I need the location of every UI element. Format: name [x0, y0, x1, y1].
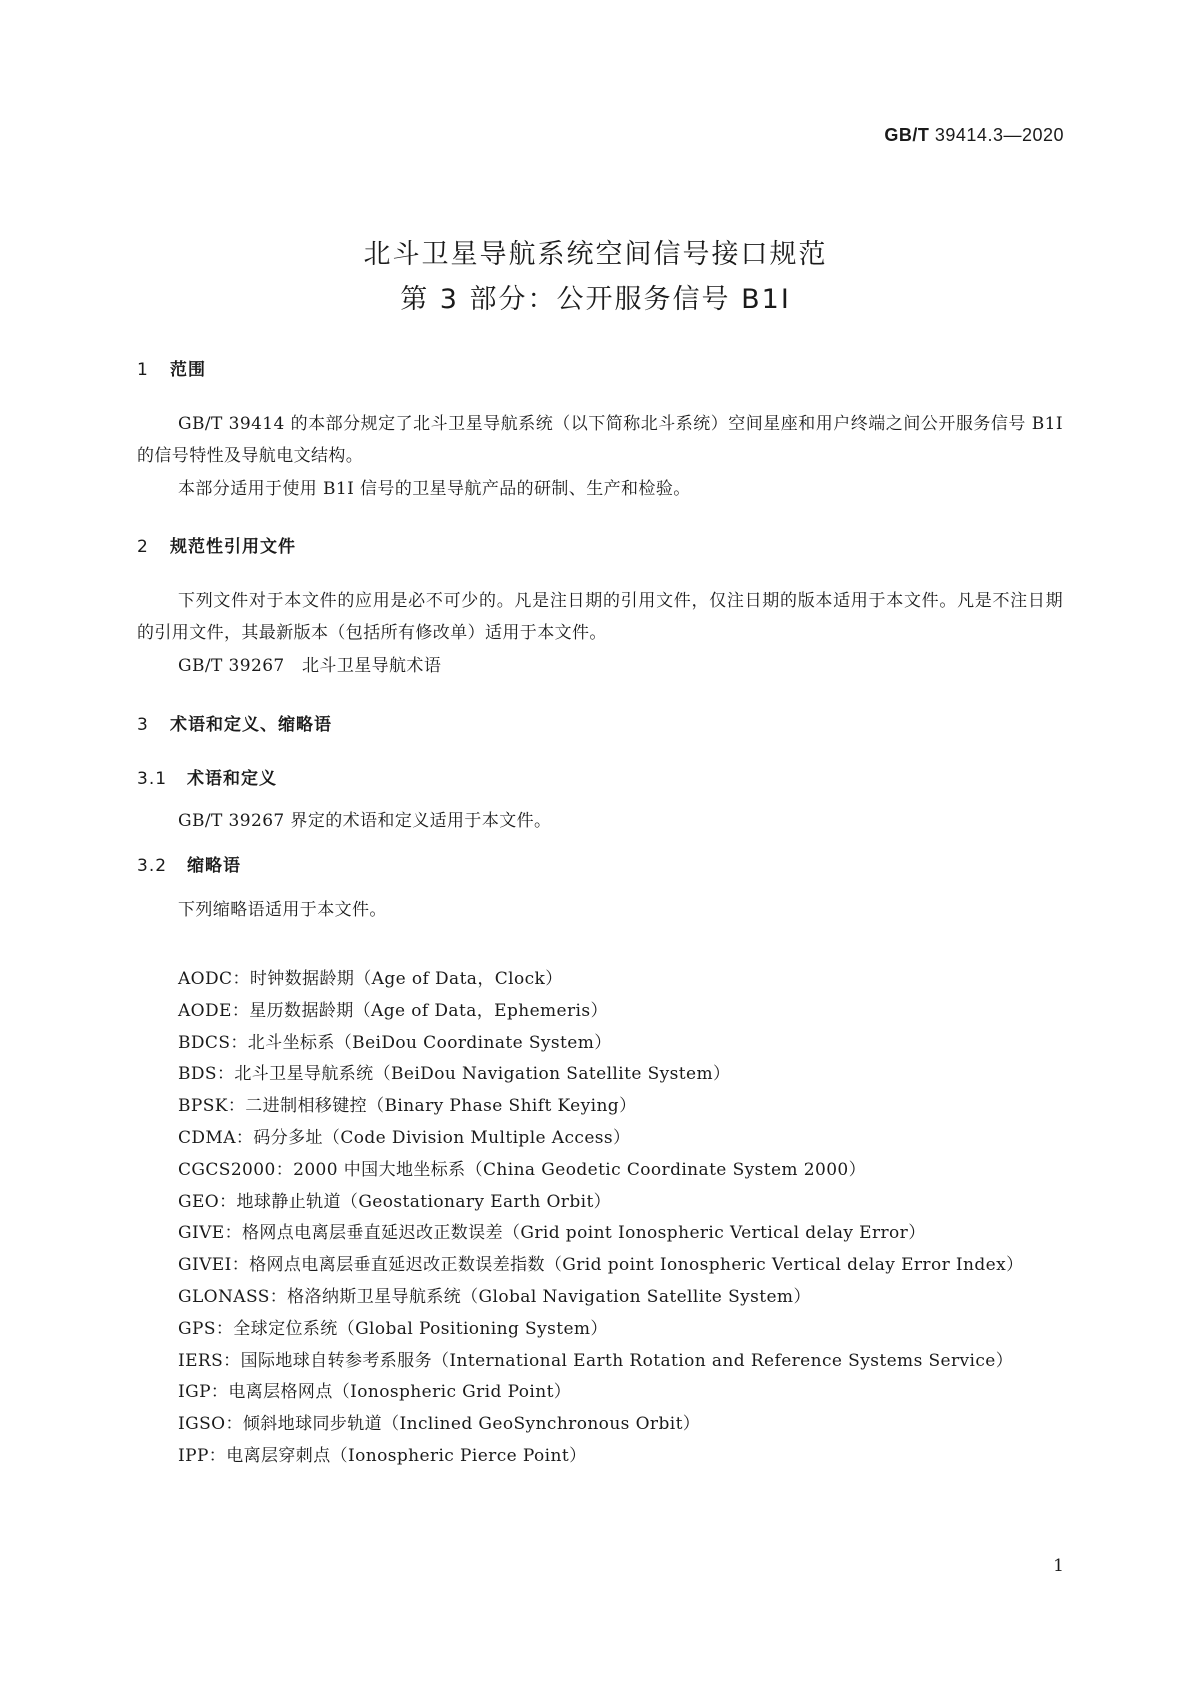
- normative-reference: GB/T 39267 北斗卫星导航术语: [178, 656, 442, 676]
- section-title: 范围: [170, 360, 206, 380]
- section-2-paragraph-1: 下列文件对于本文件的应用是必不可少的。凡是注日期的引用文件，仅注日期的版本适用于本文件。凡是不注日期的引用文件，其最新版本（包括所有修改单）适用于本文件。: [137, 591, 1063, 643]
- abbreviation-intro: 下列缩略语适用于本文件。: [178, 900, 387, 920]
- abbreviation-item: GPS：全球定位系统（Global Positioning System）: [178, 1318, 608, 1339]
- abbreviation-item: AODC：时钟数据龄期（Age of Data，Clock）: [178, 969, 563, 989]
- abbreviation-item: IPP：电离层穿刺点（Ionospheric Pierce Point）: [178, 1445, 587, 1466]
- section-number: 1: [137, 360, 149, 380]
- abbreviation-item: CDMA：码分多址（Code Division Multiple Access）: [178, 1127, 631, 1148]
- section-1-paragraph-2: 本部分适用于使用 B1I 信号的卫星导航产品的研制、生产和检验。: [178, 479, 691, 499]
- section-number: 2: [137, 537, 149, 557]
- section-2-heading: [137, 532, 296, 557]
- section-title: 术语和定义: [187, 769, 277, 789]
- abbreviation-item: IGP：电离层格网点（Ionospheric Grid Point）: [178, 1382, 572, 1403]
- abbreviation-item: GIVE：格网点电离层垂直延迟改正数误差（Grid point Ionospheric Vertical delay Error）: [178, 1223, 926, 1244]
- abbreviation-item: GLONASS：格洛纳斯卫星导航系统（Global Navigation Satellite System）: [178, 1286, 811, 1307]
- abbreviation-list: [137, 964, 1063, 1473]
- abbreviation-item: BPSK：二进制相移键控（Binary Phase Shift Keying）: [178, 1096, 637, 1117]
- section-3-1-heading: [137, 764, 277, 789]
- abbreviation-item: AODE：星历数据龄期（Age of Data，Ephemeris）: [178, 1000, 608, 1021]
- abbreviation-item: GEO：地球静止轨道（Geostationary Earth Orbit）: [178, 1191, 612, 1212]
- abbreviation-item: GIVEI：格网点电离层垂直延迟改正数误差指数（Grid point Ionospheric Vertical delay Error Index）: [178, 1255, 1024, 1276]
- abbreviation-item: BDCS：北斗坐标系（BeiDou Coordinate System）: [178, 1032, 612, 1053]
- section-1-paragraph-1: GB/T 39414 的本部分规定了北斗卫星导航系统（以下简称北斗系统）空间星座和用户终端之间公开服务信号 B1I 的信号特性及导航电文结构。: [137, 414, 1063, 466]
- page-number: 1: [1053, 1556, 1064, 1576]
- abbreviation-item: BDS：北斗卫星导航系统（BeiDou Navigation Satellite System）: [178, 1064, 731, 1085]
- section-title: 术语和定义、缩略语: [170, 715, 332, 735]
- section-title: 规范性引用文件: [170, 537, 296, 557]
- document-subtitle: 第 3 部分：公开服务信号 B1I: [400, 284, 791, 315]
- section-number: 3.2: [137, 856, 168, 876]
- section-3-2-heading: [137, 851, 241, 876]
- abbreviation-item: IERS：国际地球自转参考系服务（International Earth Rotation and Reference Systems Service）: [178, 1350, 1014, 1371]
- section-3-1-paragraph: GB/T 39267 界定的术语和定义适用于本文件。: [178, 811, 552, 831]
- section-title: 缩略语: [187, 856, 241, 876]
- standard-code-number: 39414.3—2020: [934, 125, 1064, 145]
- abbreviation-item: IGSO：倾斜地球同步轨道（Inclined GeoSynchronous Orbit）: [178, 1414, 701, 1435]
- section-number: 3: [137, 715, 149, 735]
- section-1-heading: [137, 355, 206, 380]
- document-title: 北斗卫星导航系统空间信号接口规范: [363, 239, 828, 270]
- section-3-heading: [137, 710, 332, 735]
- abbreviation-item: CGCS2000：2000 中国大地坐标系（China Geodetic Coordinate System 2000）: [178, 1159, 867, 1180]
- standard-code-prefix: GB/T: [884, 125, 930, 145]
- standard-code: [884, 125, 1064, 146]
- section-number: 3.1: [137, 769, 168, 789]
